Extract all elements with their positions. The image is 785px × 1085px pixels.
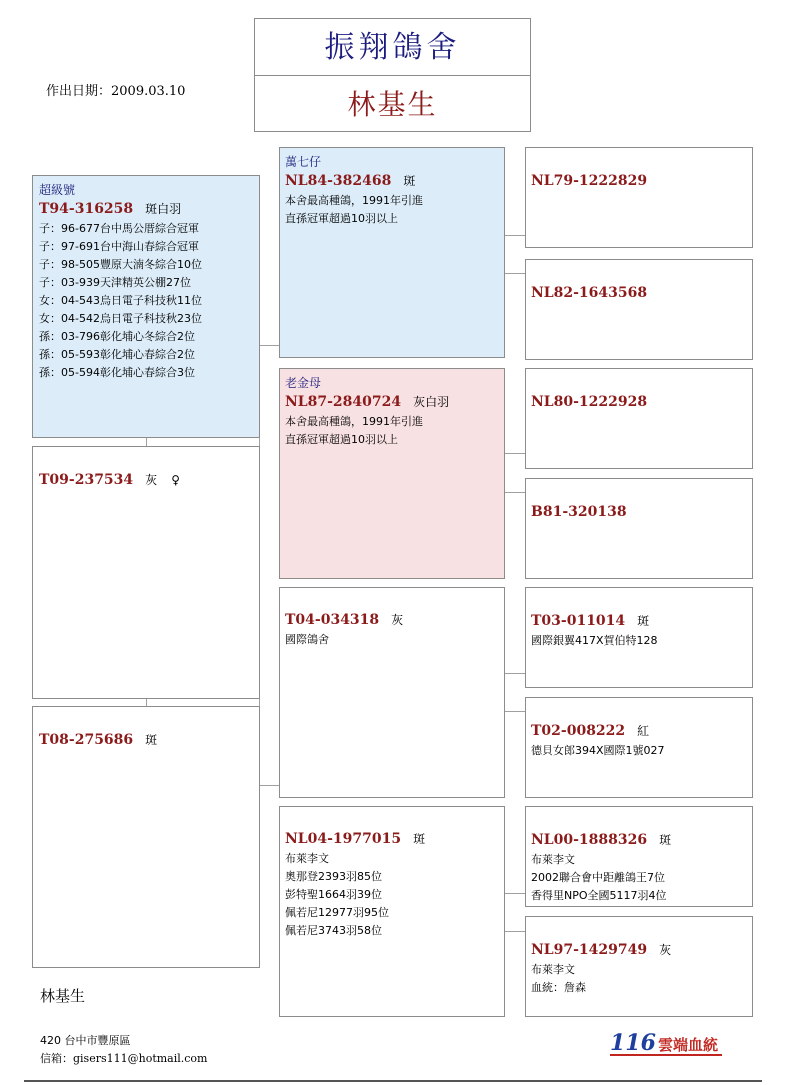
mate2-color: 斑 bbox=[145, 733, 158, 747]
ggp-card-1[interactable] bbox=[525, 147, 753, 248]
connector-line bbox=[505, 931, 526, 932]
email-link[interactable]: gisers111@hotmail.com bbox=[73, 1052, 208, 1065]
logo-text: 雲端血統 bbox=[657, 1036, 718, 1054]
gp4-ring: NL04-1977015 bbox=[285, 831, 402, 847]
dam-nick: 老金母 bbox=[285, 376, 322, 390]
ggp-card-8[interactable] bbox=[525, 916, 753, 1017]
gp4-notes bbox=[285, 850, 499, 940]
connector-line bbox=[505, 673, 526, 674]
ggp3-ring: NL80-1222928 bbox=[531, 394, 648, 410]
bottom-rule bbox=[24, 1080, 762, 1082]
gp3-color: 灰 bbox=[391, 613, 404, 627]
note-line: 子：03-939天津精英公棚27位 bbox=[39, 276, 191, 289]
ggp-card-3[interactable] bbox=[525, 368, 753, 469]
logo-number: 116 bbox=[610, 1030, 656, 1056]
connector-line bbox=[259, 345, 280, 346]
note-line: 布萊李文 bbox=[531, 963, 575, 976]
ggp7-ring: NL00-1888326 bbox=[531, 832, 648, 848]
connector-line bbox=[259, 785, 280, 786]
footer-owner: 林基生 bbox=[40, 987, 86, 1005]
logo bbox=[610, 1030, 722, 1056]
date-label: 作出日期： bbox=[46, 84, 112, 99]
mate1-color: 灰 bbox=[145, 473, 158, 487]
gp3-notes bbox=[285, 631, 499, 649]
ggp2-ring: NL82-1643568 bbox=[531, 285, 648, 301]
connector-line bbox=[505, 492, 526, 493]
loft-name: 振翔鴿舍 bbox=[255, 19, 530, 76]
ggp-card-5[interactable] bbox=[525, 587, 753, 688]
note-line: 香得里NPO全國5117羽4位 bbox=[531, 889, 667, 902]
note-line: 女：04-542烏日電子科技秋23位 bbox=[39, 312, 202, 325]
ggp5-notes bbox=[531, 632, 747, 650]
subject-notes bbox=[39, 220, 253, 382]
note-line: 孫：05-593彰化埔心春綜合2位 bbox=[39, 348, 195, 361]
note-line: 布萊李文 bbox=[285, 852, 329, 865]
parent-card-4[interactable] bbox=[279, 806, 505, 1017]
subject-ring: T94-316258 bbox=[39, 201, 134, 217]
mate2-ring: T08-275686 bbox=[39, 732, 134, 748]
note-line: 直孫冠軍超過10羽以上 bbox=[285, 212, 398, 225]
mate-card-2[interactable] bbox=[32, 706, 260, 968]
note-line: 子：98-505豐原大湳冬綜合10位 bbox=[39, 258, 202, 271]
ggp4-ring: B81-320138 bbox=[531, 504, 627, 520]
subject-nick: 超級號 bbox=[39, 183, 76, 197]
note-line: 德貝女郎394X國際1號027 bbox=[531, 744, 665, 757]
ggp6-color: 紅 bbox=[637, 724, 650, 738]
ggp-card-2[interactable] bbox=[525, 259, 753, 360]
subject-color: 斑白羽 bbox=[145, 202, 182, 216]
gp4-color: 斑 bbox=[413, 832, 426, 846]
ggp5-color: 斑 bbox=[637, 614, 650, 628]
title-box bbox=[254, 18, 531, 132]
ggp6-ring: T02-008222 bbox=[531, 723, 626, 739]
note-line: 孫：03-796彰化埔心冬綜合2位 bbox=[39, 330, 195, 343]
dam-ring: NL87-2840724 bbox=[285, 394, 402, 410]
dam-notes bbox=[285, 413, 499, 449]
note-line: 彭特聖1664羽39位 bbox=[285, 888, 382, 901]
ggp7-notes bbox=[531, 851, 747, 905]
date-value: 2009.03.10 bbox=[111, 84, 186, 99]
dam-color: 灰白羽 bbox=[413, 395, 450, 409]
gp3-ring: T04-034318 bbox=[285, 612, 380, 628]
note-line: 直孫冠軍超過10羽以上 bbox=[285, 433, 398, 446]
footer-address: 420 台中市豐原區 bbox=[40, 1034, 131, 1047]
note-line: 佩若尼12977羽95位 bbox=[285, 906, 389, 919]
connector-line bbox=[505, 235, 526, 236]
footer-email-line bbox=[40, 1050, 207, 1066]
note-line: 國際銀翼417X賀伯特128 bbox=[531, 634, 658, 647]
ggp6-notes bbox=[531, 742, 747, 760]
note-line: 奧那登2393羽85位 bbox=[285, 870, 382, 883]
date-line bbox=[46, 80, 185, 99]
note-line: 血統：詹森 bbox=[531, 981, 586, 994]
ggp8-ring: NL97-1429749 bbox=[531, 942, 648, 958]
sire-nick: 萬七仔 bbox=[285, 155, 322, 169]
note-line: 國際鴿舍 bbox=[285, 633, 329, 646]
sire-color: 斑 bbox=[403, 174, 416, 188]
note-line: 佩若尼3743羽58位 bbox=[285, 924, 382, 937]
note-line: 本舍最高種鴿，1991年引進 bbox=[285, 415, 423, 428]
note-line: 子：96-677台中馬公厝綜合冠軍 bbox=[39, 222, 199, 235]
note-line: 子：97-691台中海山春綜合冠軍 bbox=[39, 240, 199, 253]
note-line: 2002聯合會中距離鴿王7位 bbox=[531, 871, 665, 884]
parent-card-3[interactable] bbox=[279, 587, 505, 798]
sire-ring: NL84-382468 bbox=[285, 173, 392, 189]
ggp1-ring: NL79-1222829 bbox=[531, 173, 648, 189]
sire-card[interactable] bbox=[279, 147, 505, 358]
connector-line bbox=[505, 893, 526, 894]
mate1-ring: T09-237534 bbox=[39, 472, 134, 488]
note-line: 本舍最高種鴿，1991年引進 bbox=[285, 194, 423, 207]
ggp-card-4[interactable] bbox=[525, 478, 753, 579]
ggp8-notes bbox=[531, 961, 747, 997]
connector-line bbox=[505, 453, 526, 454]
ggp-card-7[interactable] bbox=[525, 806, 753, 907]
note-line: 布萊李文 bbox=[531, 853, 575, 866]
ggp-card-6[interactable] bbox=[525, 697, 753, 798]
ggp5-ring: T03-011014 bbox=[531, 613, 626, 629]
connector-line bbox=[505, 711, 526, 712]
sire-notes bbox=[285, 192, 499, 228]
dam-card[interactable] bbox=[279, 368, 505, 579]
subject-card[interactable] bbox=[32, 175, 260, 438]
email-label: 信箱： bbox=[40, 1052, 73, 1065]
owner-name: 林基生 bbox=[347, 88, 438, 121]
note-line: 女：04-543烏日電子科技秋11位 bbox=[39, 294, 202, 307]
connector-line bbox=[505, 273, 526, 274]
ggp7-color: 斑 bbox=[659, 833, 672, 847]
female-sex-icon: ♀ bbox=[171, 473, 180, 487]
ggp8-color: 灰 bbox=[659, 943, 672, 957]
mate-card-1[interactable] bbox=[32, 446, 260, 699]
note-line: 孫：05-594彰化埔心春綜合3位 bbox=[39, 366, 195, 379]
